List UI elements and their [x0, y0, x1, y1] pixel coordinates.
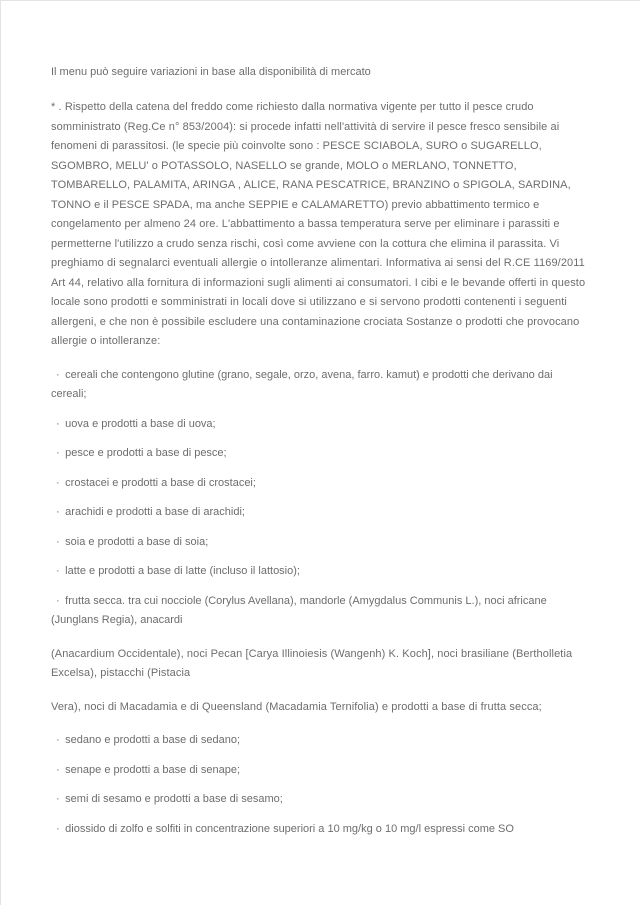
menu-allergen-page — [1, 1, 640, 906]
list-item: · uova e prodotti a base di uova; — [51, 415, 591, 435]
list-item: · pesce e prodotti a base di pesce; — [51, 444, 591, 464]
nuts-continuation-line-1: (Anacardium Occidentale), noci Pecan [Carya Illinoiesis (Wangenh) K. Koch], noci brasiliane (Bertholletia Excelsa), pistacchi (Pistacia — [51, 647, 573, 679]
cold-chain-allergen-paragraph: * . Rispetto della catena del freddo come richiesto dalla normativa vigente per tutto il pesce crudo somministrato (Reg.Ce n° 853/2004): si procede infatti nell'attività di servire il pesce fresco sensibile ai fenomeni di parassitosi. (le specie più coinvolte sono : PESCE SCIABOLA, SURO o SUGARELLO, SGOMBRO, MELU' o POTASSOLO, NASELLO se grande, MOLO o MERLANO, TONNETTO, TOMBARELLO, PALAMITA, ARINGA , ALICE, RANA PESCATRICE, BRANZINO o SPIGOLA, SARDINA, TONNO e il PESCE SPADA, ma anche SEPPIE e CALAMARETTO) previo abbattimento termico e congelamento per almeno 24 ore. L'abbattimento a bassa temperatura serve per eliminare i parassiti e permetterne l'utilizzo a crudo senza rischi, così come avviene con la cottura che elimina il parassita. Vi preghiamo di segnalarci eventuali allergie o intolleranze alimentari. Informativa ai sensi del R.CE 1169/2011 Art 44, relativo alla fornitura di informazioni sugli alimenti ai consumatori. I cibi e le bevande offerti in questo locale sono prodotti e somministrati in locali dove si utilizzano e si servono prodotti contenenti i seguenti allergeni, e che non è possibile escludere una contaminazione crociata Sostanze o prodotti che provocano allergie o intolleranze: — [51, 101, 586, 347]
list-item: · sedano e prodotti a base di sedano; — [51, 731, 591, 751]
allergen-list-1 — [51, 366, 591, 631]
menu-variation-notice: Il menu può seguire variazioni in base alla disponibilità di mercato — [51, 66, 371, 78]
list-item: · diossido di zolfo e solfiti in concentrazione superiori a 10 mg/kg o 10 mg/l espressi come SO — [51, 820, 591, 840]
list-item: · senape e prodotti a base di senape; — [51, 761, 591, 781]
list-item: · cereali che contengono glutine (grano, segale, orzo, avena, farro. kamut) e prodotti che derivano dai cereali; — [51, 366, 591, 405]
list-item: · frutta secca. tra cui nocciole (Corylus Avellana), mandorle (Amygdalus Communis L.), noci africane (Junglans Regia), anacardi — [51, 592, 591, 631]
list-item: · semi di sesamo e prodotti a base di sesamo; — [51, 790, 591, 810]
list-item: · soia e prodotti a base di soia; — [51, 533, 591, 553]
list-item: · arachidi e prodotti a base di arachidi; — [51, 503, 591, 523]
nuts-continuation-line-2: Vera), noci di Macadamia e di Queensland (Macadamia Ternifolia) e prodotti a base di frutta secca; — [51, 700, 542, 713]
list-item: · latte e prodotti a base di latte (incluso il lattosio); — [51, 562, 591, 582]
list-item: · crostacei e prodotti a base di crostacei; — [51, 474, 591, 494]
allergen-list-2 — [51, 731, 591, 839]
